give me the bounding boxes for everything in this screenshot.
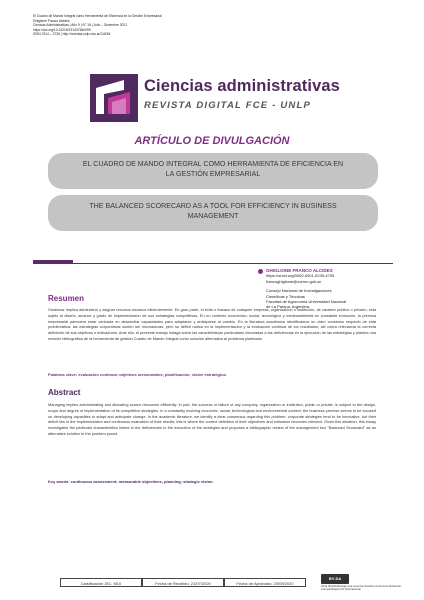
footer-classification: Clasificación JEL: M10 bbox=[60, 578, 142, 587]
journal-logo-subtitle: REVISTA DIGITAL FCE - UNLP bbox=[144, 100, 312, 111]
title-spanish-box bbox=[48, 153, 378, 189]
title-english-box bbox=[48, 195, 378, 231]
author-email-link[interactable]: francoghiglione@correo.gob.ar bbox=[266, 278, 321, 284]
header-issn: ISSN 2314 – 3738 | http://revistas.unlp.edu.ar/CADM bbox=[33, 32, 111, 37]
article-type-label: ARTÍCULO DE DIVULGACIÓN bbox=[134, 135, 290, 147]
cc-license-badge-label: BY-SA bbox=[328, 576, 342, 581]
author-affiliation-3: Facultad de Agronomía Universidad Nacional bbox=[266, 299, 347, 305]
journal-logo bbox=[90, 74, 340, 122]
header-author: Ghiglione Franco Alcides bbox=[33, 18, 70, 23]
header-journal-issue: Ciencias Administrativas | Año 9 | N° 18 | Julio – Diciembre 2021 bbox=[33, 23, 128, 28]
title-spanish: EL CUADRO DE MANDO INTEGRAL COMO HERRAMIENTA DE EFICIENCIA EN LA GESTIÓN EMPRESARIAL bbox=[82, 160, 344, 178]
author-name: GHIGLIONE FRANCO ALCIDES bbox=[266, 268, 333, 273]
journal-logo-icon bbox=[90, 74, 138, 122]
footer-received-date: Fecha de Recibido: 21/07/2020 bbox=[142, 578, 224, 587]
journal-logo-title: Ciencias administrativas bbox=[144, 77, 340, 95]
running-header bbox=[33, 14, 333, 37]
author-block bbox=[266, 268, 406, 310]
header-article-title: El Cuadro de Mando Integral como Herramienta de Eficiencia en la Gestión Empresarial bbox=[33, 14, 162, 18]
footer-approved-date: Fecha de Aprobado: 20/09/2020 bbox=[224, 578, 306, 587]
resumen-text: Gestionar implica administrar y asignar recursos escasos eficientemente. En gran parte, el éxito o fracaso de cualquier empresa, organización o institución, de carácter público o privado, está sujeto al diseño, alcance y grado de implementación de sus estrategias competitivas. En un contexto económico, social, tecnológico y medioambiental en constante evolución, la premisa empresarial pareciera estar centrada en desarrollar capacidades para adaptarse y anticiparse al cambio. En la literatura académica identificamos un claro consenso respecto de esta problemática: las estrategias corporativas suelen ser innovadoras; pero su déficit radica en la implementación y la evaluación continua de los resultados; allí cobra relevancia la correcta definición de sus objetivos e indicadores. Ante ello, el presente trabajo indaga sobre las características particulares vinculadas a las deficiencias en la ejecución de las estrategias y plantea una revisión bibliográfica de la herramienta de gestión Cuadro de Mando Integral como solución alternativa al problema planteado. bbox=[48, 308, 376, 341]
author-marker-icon bbox=[258, 269, 263, 274]
abstract-heading: Abstract bbox=[48, 388, 81, 397]
resumen-heading: Resumen bbox=[48, 294, 85, 303]
title-english: THE BALANCED SCORECARD AS A TOOL FOR EFFICIENCY IN BUSINESS MANAGEMENT bbox=[89, 202, 337, 220]
author-affiliation-1: Consejo Nacional de Investigaciones bbox=[266, 288, 332, 294]
author-affiliation-4: de La Pampa, Argentina. bbox=[266, 304, 311, 310]
abstract-keywords: Key words: continuous assessment; measurable objectives; planning; strategic vision. bbox=[48, 479, 214, 484]
header-doi-link[interactable]: https://doi.org/10.24215/23143738e099 bbox=[33, 27, 91, 32]
author-orcid-link[interactable]: https://orcid.org/0000-0001-6239-4753 bbox=[266, 273, 335, 279]
resumen-keywords: Palabras clave: evaluación continua; objetivos mensurables; planificación; visión estratégica. bbox=[48, 372, 227, 377]
license-text: Obra distribuida bajo una Licencia Creative Commons Atribución-CompartirIgual 4.0 Internacional bbox=[321, 584, 402, 592]
author-affiliation-2: Científicas y Técnicas bbox=[266, 293, 305, 299]
abstract-text: Managing implies administrating and allocating scarce resources efficiently. In part, the success or failure of any company, organization or institution, public or private, is subject to the design, scope and degree of implementation of its competitive strategies. In a constantly evolving economic, social, technological and environmental context, the business premise seems to be focused on developing capacities to adapt and anticipate change. In the academic literature, we identify a clear consensus regarding this problem: corporate strategies tend to be innovative, but their deficit lies in the implementation and continuous evaluation of their results; this is where the correct definition of their objectives and indicators becomes relevant. Given this situation, this essay investigates the particular characteristics linked to the deficiencies in the execution of the strategies and proposes a bibliographic review of the management tool "Balanced Scorecard" as an alternative solution to the problem posed. bbox=[48, 403, 376, 436]
creative-commons-badge[interactable] bbox=[321, 574, 349, 584]
section-divider bbox=[33, 263, 393, 264]
